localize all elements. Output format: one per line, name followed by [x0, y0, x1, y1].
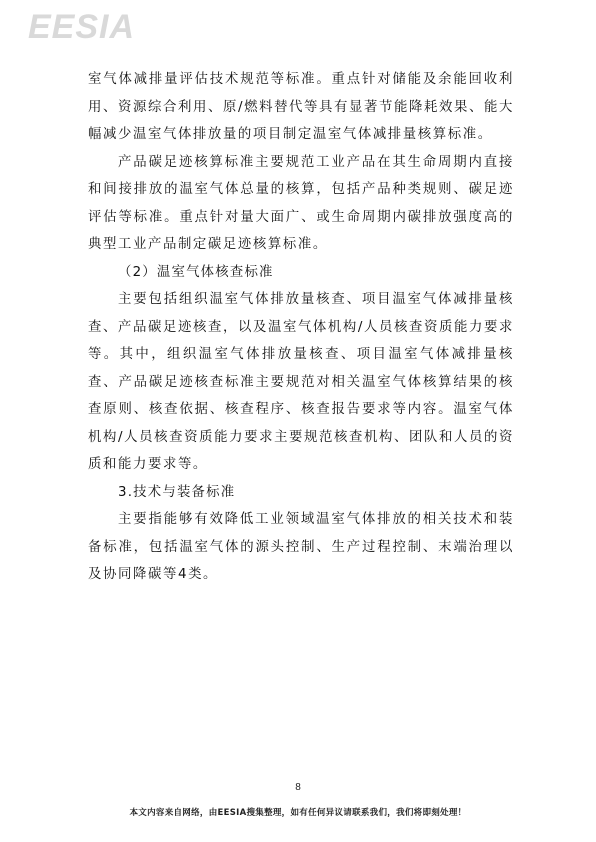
eesia-logo: EESIA — [28, 8, 136, 46]
section-heading-ghg-verification: （2）温室气体核查标准 — [118, 264, 274, 280]
paragraph-ghg-reduction-continued: 室气体减排量评估技术规范等标准。重点针对储能及余能回收利用、资源综合利用、原/燃料替代等具有显著节能降耗效果、能大幅减少温室气体排放量的项目制定温室气体减排量核算标准。 — [88, 72, 514, 142]
page-number: 8 — [295, 782, 301, 793]
paragraph-ghg-verification: 主要包括组织温室气体排放量核查、项目温室气体减排量核查、产品碳足迹核查，以及温室气体机构/人员核查资质能力要求等。其中，组织温室气体排放量核查、项目温室气体减排量核查、产品碳足迹核查标准主要规范对相关温室气体核算结果的核查原则、核查依据、核查程序、核查报告要求等内容。温室气体机构/人员核查资质能力要求主要规范核查机构、团队和人员的资质和能力要求等。 — [88, 292, 514, 472]
document-body — [88, 66, 514, 589]
section-heading-technology-equipment: 3.技术与装备标准 — [118, 484, 236, 500]
paragraph-product-carbon-footprint: 产品碳足迹核算标准主要规范工业产品在其生命周期内直接和间接排放的温室气体总量的核算，包括产品种类规则、碳足迹评估等标准。重点针对量大面广、或生命周期内碳排放强度高的典型工业产品制定碳足迹核算标准。 — [88, 154, 514, 252]
paragraph-technology-equipment: 主要指能够有效降低工业领域温室气体排放的相关技术和装备标准，包括温室气体的源头控制、生产过程控制、末端治理以及协同降碳等4类。 — [88, 512, 514, 582]
footer-disclaimer: 本文内容来自网络，由EESIA搜集整理，如有任何异议请联系我们，我们将即刻处理！ — [129, 808, 467, 818]
